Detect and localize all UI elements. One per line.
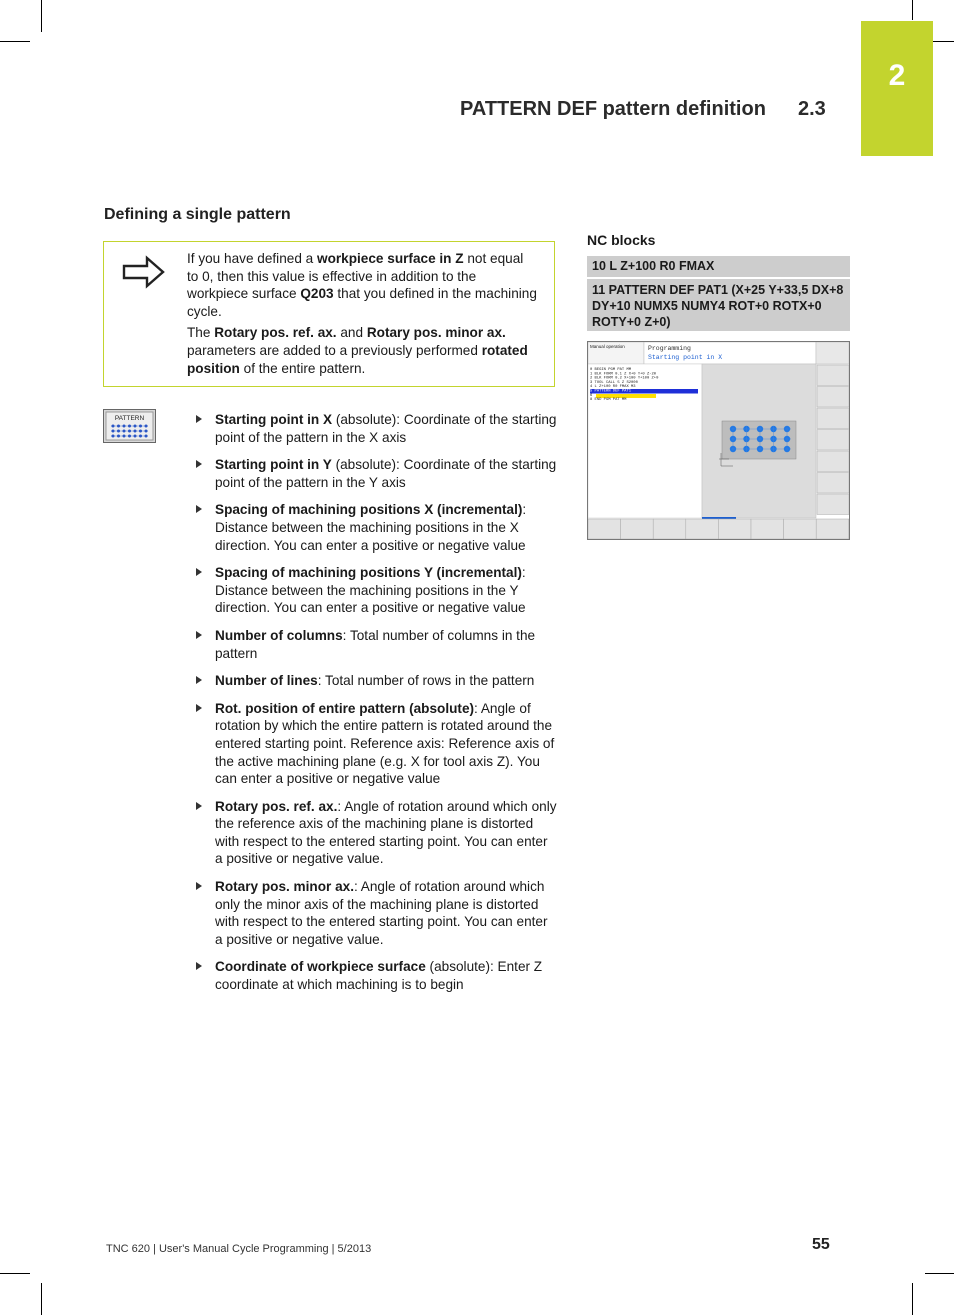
program-line: 3 TOOL CALL 5 Z S2000: [590, 380, 638, 385]
screen-mode-right: Programming: [648, 345, 691, 352]
tnc-screenshot: [587, 341, 850, 540]
note-paragraph: [187, 324, 537, 377]
note-bold-run: Rotary pos. ref. ax.: [214, 325, 337, 341]
bullet-triangle-icon: [196, 631, 202, 639]
bottom-softkey: [784, 519, 817, 539]
note-bold-run: Q203: [300, 286, 334, 302]
side-softkey: [817, 365, 849, 386]
note-box: [103, 241, 555, 387]
bottom-softkey: [653, 519, 686, 539]
parameter-name: Rotary pos. minor ax.: [215, 879, 354, 895]
parameter-item: [196, 700, 558, 788]
bottom-softkey: [718, 519, 751, 539]
parameter-name: Spacing of machining positions X (incremental): [215, 502, 523, 518]
page-number: 55: [812, 1236, 830, 1253]
note-bold-run: Rotary pos. minor ax.: [366, 325, 506, 341]
program-line: 8 END PGM PAT MM: [590, 398, 627, 403]
bullet-triangle-icon: [196, 460, 202, 468]
crop-mark: [41, 0, 42, 32]
note-text: [187, 250, 537, 381]
note-text-run: that you defined in the machining cycle.: [187, 286, 537, 319]
parameter-description: (absolute): Enter Z coordinate at which machining is to begin: [215, 959, 543, 993]
bullet-triangle-icon: [196, 415, 202, 423]
parameter-item: [196, 672, 558, 690]
side-softkey: [817, 408, 849, 429]
bottom-softkey: [751, 519, 784, 539]
parameter-name: Rot. position of entire pattern (absolute): [215, 700, 475, 716]
parameter-description: : Total number of rows in the pattern: [317, 673, 535, 689]
crop-mark: [0, 1273, 30, 1274]
bottom-softkey: [588, 519, 621, 539]
program-line: 0 BEGIN PGM PAT MM: [590, 368, 632, 372]
bottom-softkey: [686, 519, 719, 539]
parameter-name: Coordinate of workpiece surface: [215, 959, 426, 975]
parameter-description: : Total number of columns in the pattern: [215, 627, 536, 661]
horizontal-softkey-bar: [588, 519, 849, 539]
note-bold-run: rotated position: [187, 342, 528, 376]
parameter-item: [196, 798, 558, 868]
bottom-softkey: [816, 519, 849, 539]
parameter-name: Number of columns: [215, 627, 343, 643]
side-softkey: [817, 473, 849, 494]
bullet-triangle-icon: [196, 704, 202, 712]
side-softkey: [817, 430, 849, 451]
parameter-item: [196, 456, 558, 491]
parameter-description: (absolute): Coordinate of the starting point of the pattern in the Y axis: [215, 457, 557, 490]
note-bold-run: workpiece surface in Z: [317, 251, 464, 266]
note-text-run: If you have defined a: [187, 251, 317, 266]
program-line: 6: [590, 393, 593, 398]
bullet-triangle-icon: [196, 568, 202, 576]
parameter-item: [196, 958, 558, 993]
screen-prompt: Starting point in X: [648, 354, 723, 361]
softkey-label: PATTERN: [114, 415, 145, 422]
program-line: 4 L Z+100 R0 FMAX M3: [590, 385, 636, 390]
bullet-triangle-icon: [196, 676, 202, 684]
chapter-number: 2: [888, 59, 906, 92]
nc-heading: NC blocks: [587, 232, 656, 248]
parameter-item: [196, 411, 558, 446]
tnc-screen-graphic: [588, 342, 849, 539]
parameter-description: : Distance between the machining positions in the X direction. You can enter a positive or negative value: [215, 502, 527, 553]
note-text-run: not equal to 0, then this value is effective in addition to the workpiece surface: [187, 251, 524, 302]
crop-mark: [912, 0, 913, 20]
pattern-softkey-icon: [103, 409, 156, 443]
parameter-item: [196, 564, 558, 617]
arrow-right-icon: [121, 254, 167, 290]
note-text-run: parameters are added to a previously performed: [187, 342, 482, 358]
parameter-description: : Distance between the machining positions in the Y direction. You can enter a positive or negative value: [215, 565, 526, 616]
parameter-item: [196, 627, 558, 662]
parameter-name: Spacing of machining positions Y (incremental): [215, 565, 522, 581]
parameter-description: (absolute): Coordinate of the starting point of the pattern in the X axis: [215, 412, 557, 445]
parameter-description: : Angle of rotation around which only the reference axis of the machining plane is distorted with respect to the entered starting point. You can enter a positive or negative value.: [215, 798, 557, 867]
vertical-softkey-bar: [817, 365, 849, 515]
section-heading: Defining a single pattern: [104, 206, 291, 223]
side-softkey: [817, 494, 849, 515]
parameter-item: [196, 878, 558, 948]
parameter-item: [196, 501, 558, 554]
note-text-run: The: [187, 325, 215, 341]
note-text-run: of the entire pattern.: [239, 360, 366, 376]
program-line: 5 PATTERN DEF PAT1: [590, 389, 632, 394]
bottom-softkey: [621, 519, 654, 539]
bullet-triangle-icon: [196, 802, 202, 810]
header-title: PATTERN DEF pattern definition: [460, 98, 766, 120]
nc-block-1: 10 L Z+100 R0 FMAX: [587, 256, 850, 277]
bullet-triangle-icon: [196, 882, 202, 890]
parameter-description: : Angle of rotation around which only the minor axis of the machining plane is distorted with respect to the entered starting point. You can enter a positive or negative value.: [215, 879, 548, 947]
footer-text: TNC 620 | User's Manual Cycle Programming | 5/2013: [106, 1243, 372, 1255]
side-softkey: [817, 387, 849, 408]
screen-mode-left: Manual operation: [590, 344, 625, 349]
parameter-name: Starting point in Y: [215, 457, 332, 473]
crop-mark: [0, 41, 30, 42]
note-text-run: and: [336, 325, 367, 341]
parameter-list: [196, 411, 558, 1004]
parameter-description: : Angle of rotation by which the entire pattern is rotated around the entered starting point. Reference axis: Reference axis of the active machining plane (e.g. X for tool axis Z). You can enter a positive or negative value: [215, 700, 555, 787]
parameter-name: Number of lines: [215, 673, 318, 689]
chapter-tab: [861, 21, 933, 156]
nc-block-2: 11 PATTERN DEF PAT1 (X+25 Y+33,5 DX+8 DY+10 NUMX5 NUMY4 ROT+0 ROTX+0 ROTY+0 Z+0): [587, 279, 850, 331]
crop-mark: [912, 1283, 913, 1315]
note-paragraph: [187, 250, 537, 320]
parameter-name: Rotary pos. ref. ax.: [215, 798, 338, 814]
crop-mark: [925, 1273, 954, 1274]
parameter-name: Starting point in X: [215, 412, 333, 427]
bullet-triangle-icon: [196, 505, 202, 513]
program-line: 2 BLK FORM 0.2 X+100 Y+100 Z+0: [590, 376, 659, 381]
side-softkey: [817, 451, 849, 472]
program-line: 1 BLK FORM 0.1 Z X+0 Y+0 Z-20: [590, 372, 657, 377]
header-section-number: 2.3: [798, 98, 826, 120]
crop-mark: [41, 1283, 42, 1315]
bullet-triangle-icon: [196, 962, 202, 970]
